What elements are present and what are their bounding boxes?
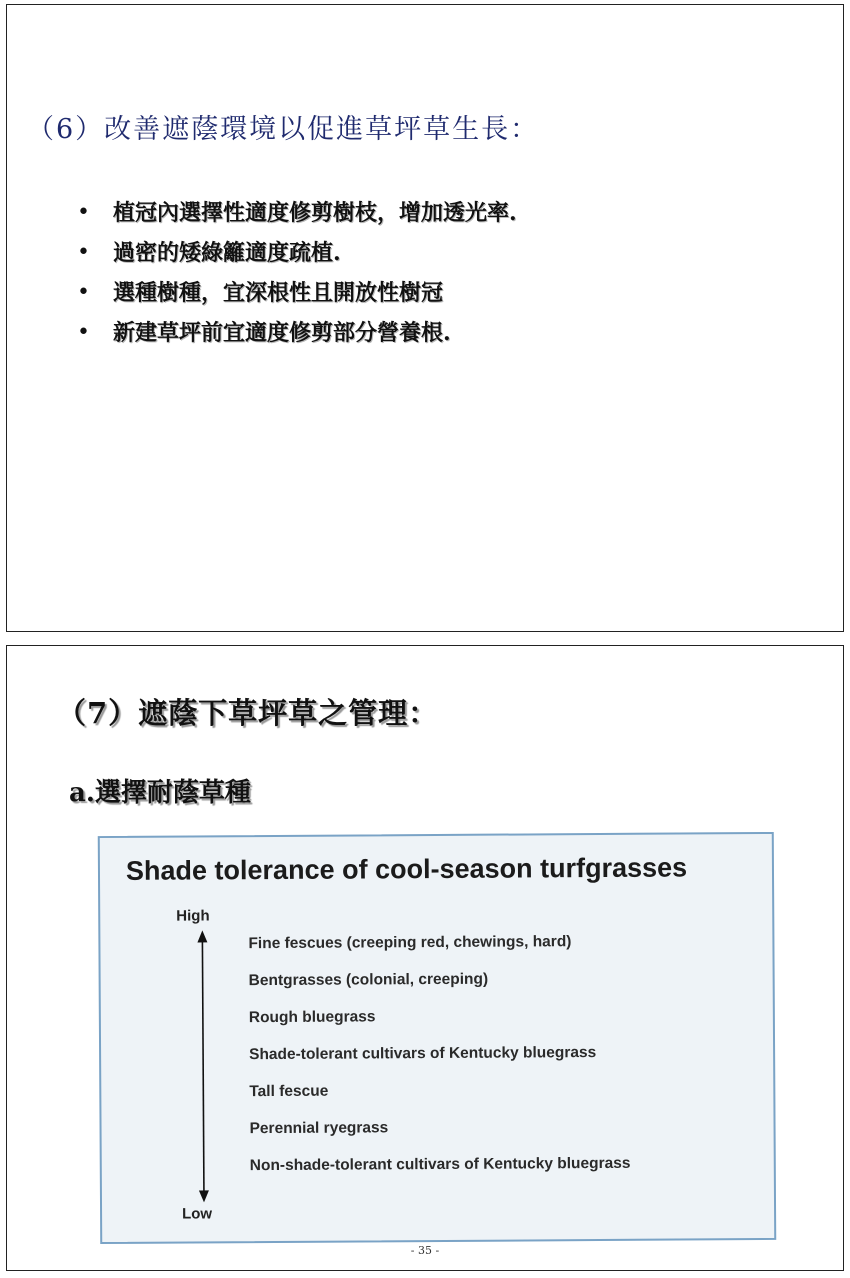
double-arrow-icon	[192, 930, 214, 1202]
bullet-dot: •	[77, 240, 90, 265]
turfgrass-list	[248, 933, 630, 1194]
turfgrass-item: Bentgrasses (colonial, creeping)	[248, 970, 489, 990]
figure-title: Shade tolerance of cool-season turfgrasses	[125, 852, 688, 886]
bullet-text: 選種樹種，宜深根性且開放性樹冠	[113, 280, 444, 306]
bullet-text: 過密的矮綠籬適度疏植.	[113, 240, 341, 266]
turfgrass-item: Shade-tolerant cultivars of Kentucky bluegrass	[249, 1044, 597, 1064]
axis-high-label: High	[176, 907, 210, 925]
slide-1	[6, 4, 844, 632]
bullet-item	[77, 233, 517, 273]
turfgrass-item: Tall fescue	[249, 1082, 329, 1101]
bullet-dot: •	[77, 200, 90, 225]
bullet-item	[77, 313, 517, 353]
bullet-dot: •	[77, 280, 90, 305]
slide-1-bullet-list	[77, 193, 517, 353]
bullet-text: 植冠內選擇性適度修剪樹枝，增加透光率.	[113, 200, 517, 226]
slide-2-title: （7）遮蔭下草坪草之管理：	[57, 696, 439, 730]
axis-low-label: Low	[182, 1205, 213, 1223]
slide-1-title: （6）改善遮蔭環境以促進草坪草生長：	[27, 114, 540, 145]
page-number: - 35 -	[410, 1244, 440, 1257]
shade-tolerance-figure	[98, 832, 776, 1244]
turfgrass-item: Non-shade-tolerant cultivars of Kentucky bluegrass	[249, 1154, 631, 1175]
bullet-item	[77, 273, 517, 313]
slide-2-subtitle: a.選擇耐蔭草種	[69, 778, 251, 808]
bullet-dot: •	[77, 320, 90, 345]
turfgrass-item: Fine fescues (creeping red, chewings, hard)	[248, 933, 572, 953]
bullet-item	[77, 193, 517, 233]
bullet-text: 新建草坪前宜適度修剪部分營養根.	[113, 320, 451, 346]
slide-2	[6, 645, 844, 1271]
turfgrass-item: Perennial ryegrass	[249, 1119, 389, 1138]
turfgrass-item: Rough bluegrass	[248, 1008, 376, 1027]
